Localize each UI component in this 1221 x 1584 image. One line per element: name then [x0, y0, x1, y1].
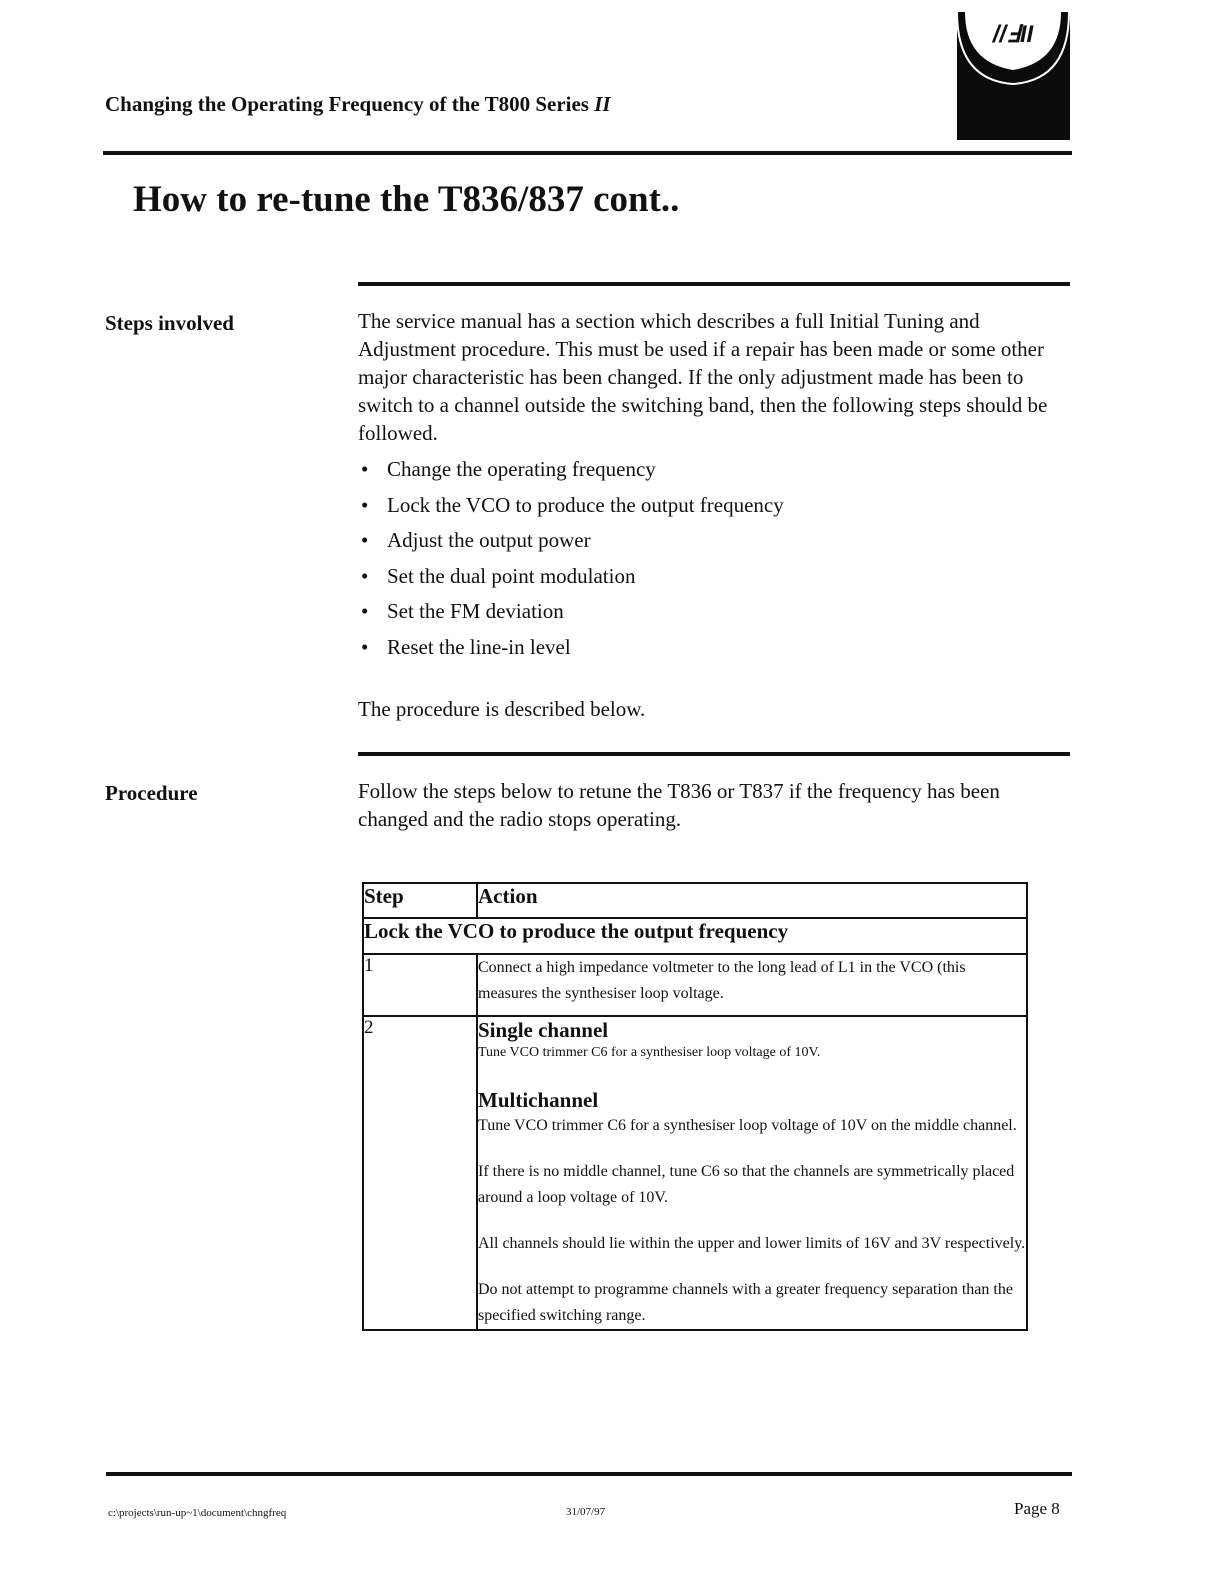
- footer-rule: [106, 1472, 1072, 1476]
- step-number: 2: [363, 1016, 477, 1330]
- table-header-row: [363, 883, 1027, 918]
- procedure-heading: Procedure: [105, 781, 198, 805]
- bullet-item: [358, 526, 784, 562]
- single-channel-text: Tune VCO trimmer C6 for a synthesiser loop voltage of 10V.: [478, 1045, 821, 1060]
- section-rule-procedure: [358, 752, 1070, 756]
- bullet-icon: •: [361, 563, 369, 588]
- step-action: [477, 1016, 1027, 1330]
- bullet-icon: •: [361, 528, 369, 553]
- step-number: 1: [363, 954, 477, 1016]
- company-logo: [957, 12, 1070, 140]
- column-header-step: Step: [363, 883, 477, 918]
- procedure-table: [362, 882, 1028, 1331]
- table-row: [363, 1016, 1027, 1330]
- page-title: How to re-tune the T836/837 cont..: [133, 179, 680, 220]
- running-header-series: II: [594, 92, 611, 116]
- column-header-action: Action: [477, 883, 1027, 918]
- bullet-item: [358, 455, 784, 491]
- step-action: Connect a high impedance voltmeter to the long lead of L1 in the VCO (this measures the synthesiser loop voltage.: [477, 954, 1027, 1016]
- logo-emblem-icon: [957, 12, 1070, 140]
- section-rule-steps: [358, 282, 1070, 286]
- multichannel-paragraph: Tune VCO trimmer C6 for a synthesiser loop voltage of 10V on the middle channel.: [478, 1117, 1017, 1134]
- bullet-text: Lock the VCO to produce the output frequency: [387, 492, 784, 517]
- table-group-row: [363, 918, 1027, 954]
- bullet-icon: •: [361, 457, 369, 481]
- bullet-text: Set the FM deviation: [387, 599, 564, 624]
- bullet-item: [358, 491, 784, 527]
- bullet-item: [358, 633, 784, 669]
- footer-date: 31/07/97: [566, 1506, 606, 1518]
- bullet-icon: •: [361, 492, 369, 517]
- bullet-text: Set the dual point modulation: [387, 563, 636, 588]
- running-header: [105, 92, 611, 117]
- table-group-title: Lock the VCO to produce the output frequency: [363, 918, 1027, 954]
- bullet-icon: •: [361, 599, 369, 624]
- table-row: [363, 954, 1027, 1016]
- steps-intro-paragraph: The service manual has a section which describes a full Initial Tuning and Adjustment procedure. This must be used if a repair has been made or some other major characteristic has been changed. If the only adjustment made has been to switch to a channel outside the switching band, then the following steps should be followed.: [358, 309, 1048, 445]
- multichannel-paragraph: If there is no middle channel, tune C6 so that the channels are symmetrically placed around a loop voltage of 10V.: [478, 1163, 1015, 1206]
- single-channel-heading: Single channel: [478, 1018, 609, 1042]
- header-rule: [103, 151, 1072, 155]
- multichannel-paragraph: All channels should lie within the upper and lower limits of 16V and 3V respectively.: [478, 1235, 1026, 1252]
- bullet-text: Adjust the output power: [387, 528, 591, 553]
- multichannel-paragraph: Do not attempt to programme channels with a greater frequency separation than the specified switching range.: [478, 1281, 1013, 1324]
- multichannel-heading: Multichannel: [478, 1088, 599, 1112]
- bullet-icon: •: [361, 634, 369, 659]
- bullet-item: [358, 562, 784, 598]
- bullet-item: [358, 597, 784, 633]
- steps-bullet-list: [358, 455, 784, 669]
- steps-closing-paragraph: The procedure is described below.: [358, 697, 646, 721]
- procedure-intro-paragraph: Follow the steps below to retune the T836 or T837 if the frequency has been changed and the radio stops operating.: [358, 779, 1000, 831]
- footer-file-path: c:\projects\run-up~1\document\chngfreq: [108, 1507, 287, 1519]
- logo-text: //ℲII: [992, 21, 1034, 48]
- bullet-text: Reset the line-in level: [387, 634, 571, 659]
- steps-involved-heading: Steps involved: [105, 311, 234, 335]
- running-header-title: Changing the Operating Frequency of the T800 Series: [105, 92, 589, 116]
- footer-page-number: Page 8: [1014, 1499, 1060, 1518]
- bullet-text: Change the operating frequency: [387, 457, 656, 481]
